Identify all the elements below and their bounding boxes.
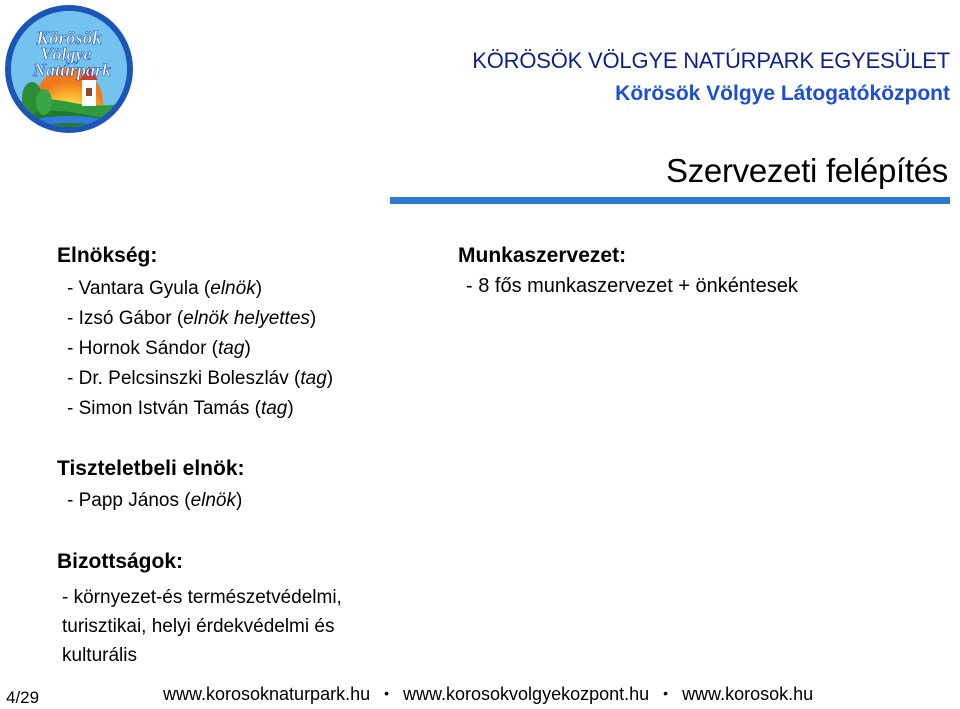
footer-link-volgyekozpont[interactable]: www.korosokvolgyekozpont.hu (403, 684, 650, 704)
korosok-volgye-logo (2, 2, 136, 136)
tiszteletbeli-heading: Tiszteletbeli elnök: (57, 457, 245, 480)
bizottsagok-line: - környezet-és természetvédelmi, (62, 587, 342, 608)
bizottsagok-text (62, 583, 402, 670)
logo-text-line-2: Völgye (40, 44, 92, 64)
list-item: - Izsó Gábor (elnök helyettes) (67, 308, 317, 329)
elnokseg-list (67, 274, 333, 424)
logo-text-line-1: Körösök (36, 28, 102, 49)
list-item: - Vantara Gyula (elnök) (67, 278, 263, 299)
organization-name: KÖRÖSÖK VÖLGYE NATÚRPARK EGYESÜLET (472, 48, 950, 73)
visitor-center-name: Körösök Völgye Látogatóközpont (615, 82, 950, 105)
title-underline-bar (390, 197, 950, 204)
logo-text-line-3: Natúrpark (32, 60, 112, 80)
tiszteletbeli-list (67, 486, 242, 516)
bizottsagok-heading: Bizottságok: (57, 550, 183, 573)
munkaszervezet-line: - 8 fős munkaszervezet + önkéntesek (466, 275, 798, 297)
list-item: - Hornok Sándor (tag) (67, 338, 251, 359)
footer-separator: • (663, 685, 669, 701)
elnokseg-heading: Elnökség: (57, 244, 158, 267)
footer-separator: • (384, 685, 390, 701)
bizottsagok-line: kulturális (62, 645, 137, 666)
munkaszervezet-heading: Munkaszervezet: (458, 244, 627, 267)
page-number: 4/29 (6, 688, 40, 707)
footer-links (163, 684, 813, 705)
list-item: - Simon István Tamás (tag) (67, 398, 294, 419)
slide-title: Szervezeti felépítés (666, 152, 948, 189)
list-item: - Papp János (elnök) (67, 490, 243, 511)
footer-link-naturpark[interactable]: www.korosoknaturpark.hu (163, 684, 371, 704)
bizottsagok-line: turisztikai, helyi érdekvédelmi és (62, 616, 335, 637)
list-item: - Dr. Pelcsinszki Boleszláv (tag) (67, 368, 334, 389)
footer-link-korosok[interactable]: www.korosok.hu (682, 684, 814, 704)
